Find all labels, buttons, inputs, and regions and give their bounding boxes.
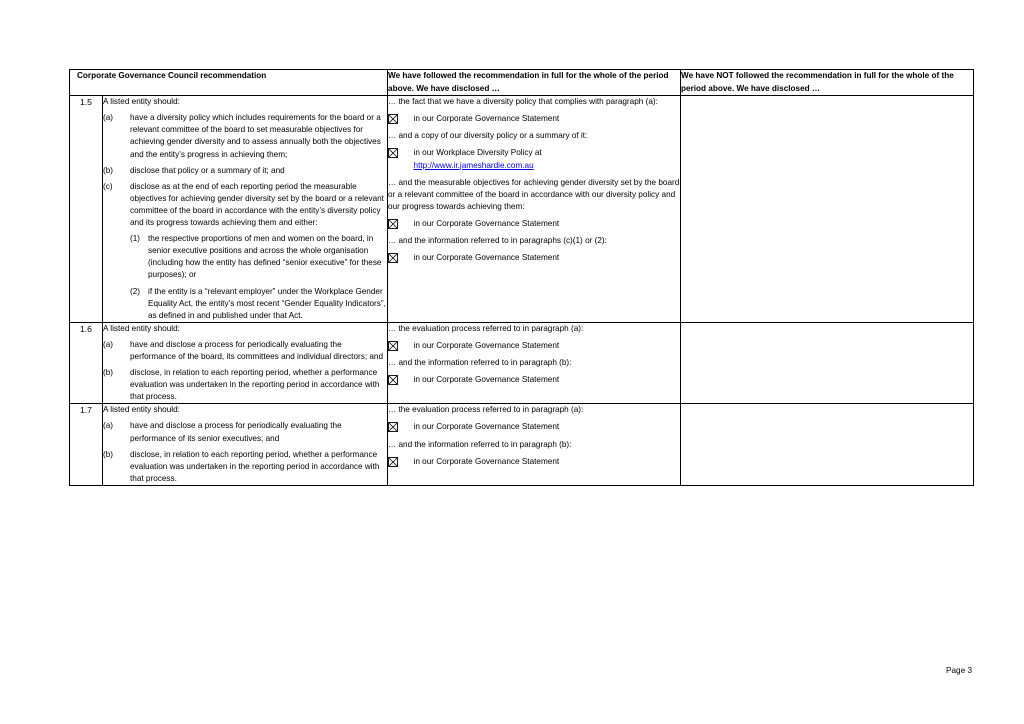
- disclosure-checkbox-row[interactable]: [388, 421, 680, 433]
- checked-checkbox-icon[interactable]: [388, 219, 398, 229]
- list-item-text: have and disclose a process for periodically evaluating the performance of the board, its committees and individual directors; and: [130, 339, 384, 361]
- list-item-marker: (a): [103, 339, 114, 349]
- disclosure-checkbox-row[interactable]: [388, 374, 680, 386]
- checkbox-label: in our Corporate Governance Statement: [413, 253, 560, 263]
- disclosure-checkbox-row[interactable]: [388, 147, 680, 171]
- table-row: [70, 96, 974, 323]
- not-followed-cell: [681, 404, 974, 486]
- response-paragraph: … and the measurable objectives for achieving gender diversity set by the board or a relevant committee of the board in accordance with our diversity policy and our progress towards achieving them:: [388, 177, 680, 211]
- list-item-body: [130, 449, 387, 485]
- checked-checkbox-icon[interactable]: [388, 457, 398, 467]
- table-row: [70, 322, 974, 404]
- disclosure-checkbox-row[interactable]: [388, 113, 680, 125]
- list-item-body: [130, 367, 387, 403]
- followed-cell: [388, 96, 681, 323]
- response-paragraph: … and the information referred to in paragraph (b):: [388, 357, 572, 367]
- header-not-followed: We have NOT followed the recommendation in full for the whole of the period above. We have disclosed …: [681, 70, 974, 96]
- list-item-body: [130, 339, 387, 363]
- list-item-body: [130, 181, 387, 322]
- checkbox-label: in our Workplace Diversity Policy at http://www.ir.jameshardie.com.au: [414, 147, 681, 171]
- list-item-body: [130, 165, 387, 177]
- sublist-item-marker: (1): [130, 234, 141, 244]
- response-paragraph: … and the information referred to in paragraph (b):: [388, 439, 572, 449]
- list-item-marker: (b): [103, 368, 114, 378]
- recommendation-list: [103, 112, 387, 322]
- list-item: [103, 449, 387, 485]
- list-item-marker: (b): [103, 165, 114, 175]
- checkbox-label: in our Corporate Governance Statement: [413, 218, 560, 228]
- list-item-marker: (a): [103, 421, 114, 431]
- recommendation-list: [103, 420, 387, 484]
- checkbox-label: in our Corporate Governance Statement: [413, 456, 560, 466]
- recommendation-number: 1.6: [70, 322, 103, 404]
- checked-checkbox-icon[interactable]: [388, 341, 398, 351]
- recommendation-number: 1.5: [70, 96, 103, 323]
- list-item: [103, 339, 387, 363]
- list-item-marker: (a): [103, 113, 114, 123]
- disclosure-link[interactable]: http://www.ir.jameshardie.com.au: [413, 160, 534, 170]
- table-row: [70, 404, 974, 486]
- list-item-marker: (c): [103, 181, 113, 191]
- list-item-text: disclose, in relation to each reporting period, whether a performance evaluation was undertaken in the reporting period in accordance with that process.: [130, 449, 380, 483]
- table-header-row: [70, 70, 974, 96]
- compliance-table: [69, 69, 974, 486]
- checkbox-label: in our Corporate Governance Statement: [413, 422, 560, 432]
- not-followed-cell: [681, 322, 974, 404]
- disclosure-checkbox-row[interactable]: [388, 252, 680, 264]
- response-paragraph: … and the information referred to in paragraphs (c)(1) or (2):: [388, 236, 607, 246]
- list-item-marker: (b): [103, 449, 114, 459]
- table-header: [70, 70, 974, 96]
- recommendation-sublist: [130, 233, 387, 322]
- sublist-item-text: if the entity is a “relevant employer” under the Workplace Gender Equality Act, the entity’s most recent “Gender Equality Indicators”, as defined in and published under that Act.: [148, 286, 386, 320]
- list-item: [103, 112, 387, 160]
- list-item: [103, 165, 387, 177]
- page-number: Page 3: [946, 666, 972, 675]
- list-item: [103, 367, 387, 403]
- followed-cell: [388, 404, 681, 486]
- recommendation-cell: [103, 404, 388, 486]
- sublist-item-text: the respective proportions of men and women on the board, in senior executive positions and across the whole organisation (including how the entity has defined “senior executive” for these purposes); or: [148, 234, 382, 280]
- list-item-body: [130, 420, 387, 444]
- list-item: [103, 420, 387, 444]
- recommendation-list: [103, 339, 387, 403]
- list-item-text: have and disclose a process for periodically evaluating the performance of its senior executives; and: [130, 421, 342, 443]
- recommendation-lead: A listed entity should:: [103, 323, 180, 333]
- disclosure-checkbox-row[interactable]: [388, 340, 680, 352]
- sublist-item: [130, 286, 387, 322]
- checkbox-label: in our Corporate Governance Statement: [413, 340, 560, 350]
- list-item-text: disclose as at the end of each reporting period the measurable objectives for achieving gender diversity set by the board or a relevant committee of the board in accordance with the entity’s diversity policy and its progress towards achieving them and either:: [130, 181, 384, 228]
- header-recommendation: Corporate Governance Council recommendation: [70, 70, 388, 96]
- checkbox-label: in our Corporate Governance Statement: [413, 375, 560, 385]
- response-paragraph: … the fact that we have a diversity policy that complies with paragraph (a):: [388, 97, 658, 107]
- recommendation-lead: A listed entity should:: [103, 405, 180, 415]
- header-followed: We have followed the recommendation in full for the whole of the period above. We have disclosed …: [388, 70, 681, 96]
- sublist-item-marker: (2): [130, 286, 141, 296]
- followed-cell: [388, 322, 681, 404]
- list-item: [103, 181, 387, 322]
- checked-checkbox-icon[interactable]: [388, 114, 398, 124]
- checked-checkbox-icon[interactable]: [388, 253, 398, 263]
- disclosure-checkbox-row[interactable]: [388, 456, 680, 468]
- sublist-item: [130, 233, 387, 281]
- checked-checkbox-icon[interactable]: [388, 375, 398, 385]
- recommendation-number: 1.7: [70, 404, 103, 486]
- response-paragraph: … the evaluation process referred to in paragraph (a):: [388, 323, 584, 333]
- not-followed-cell: [681, 96, 974, 323]
- list-item-text: disclose, in relation to each reporting period, whether a performance evaluation was undertaken in the reporting period in accordance with that process.: [130, 368, 380, 402]
- list-item-text: disclose that policy or a summary of it; and: [130, 165, 285, 175]
- response-paragraph: … and a copy of our diversity policy or a summary of it:: [388, 131, 588, 141]
- list-item-body: [130, 112, 387, 160]
- recommendation-lead: A listed entity should:: [103, 97, 180, 107]
- response-paragraph: … the evaluation process referred to in paragraph (a):: [388, 405, 584, 415]
- recommendation-cell: [103, 96, 388, 323]
- disclosure-checkbox-row[interactable]: [388, 218, 680, 230]
- checked-checkbox-icon[interactable]: [388, 422, 398, 432]
- list-item-text: have a diversity policy which includes requirements for the board or a relevant committee of the board to set measurable objectives for achieving gender diversity and to assess annually both the objectives and the entity’s progress in achieving them;: [130, 113, 381, 159]
- checkbox-label: in our Corporate Governance Statement: [413, 114, 560, 124]
- recommendation-cell: [103, 322, 388, 404]
- checked-checkbox-icon[interactable]: [388, 148, 398, 158]
- table-body: [70, 96, 974, 486]
